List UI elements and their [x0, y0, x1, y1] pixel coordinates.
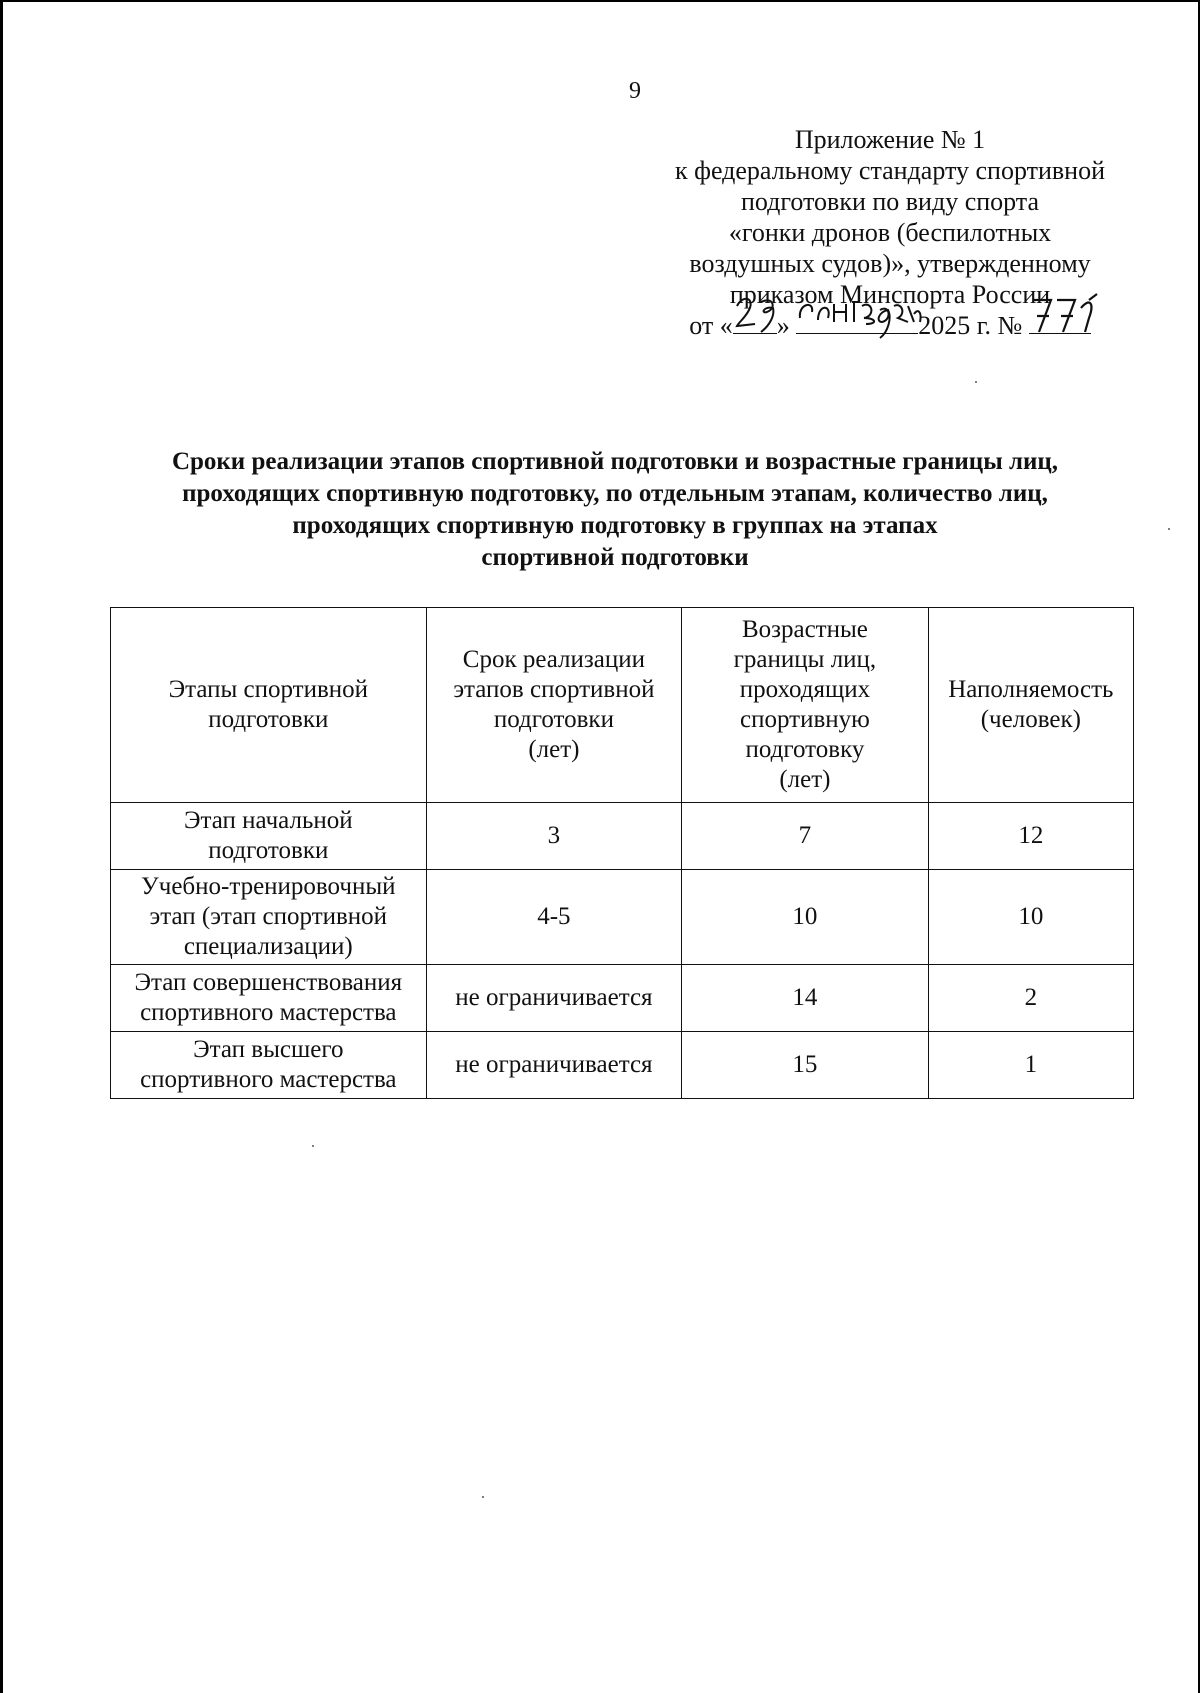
- title-line: спортивной подготовки: [481, 544, 749, 571]
- title-line: Сроки реализации этапов спортивной подготовки и возрастные границы лиц,: [171, 448, 1059, 475]
- scan-speck: [312, 1145, 314, 1147]
- appendix-header: [630, 124, 1150, 341]
- cell-stage: Этап высшего спортивного мастерства: [111, 1032, 427, 1099]
- cell-term: 3: [426, 803, 682, 870]
- date-prefix: от «: [689, 311, 733, 340]
- table-row: [111, 870, 1134, 965]
- appendix-line: приказом Минспорта России: [729, 280, 1051, 309]
- date-mid: »: [776, 311, 790, 340]
- title-line: проходящих спортивную подготовку, по отдельным этапам, количество лиц,: [182, 480, 1048, 507]
- scan-speck: [1168, 528, 1170, 530]
- page-number: 9: [629, 78, 641, 104]
- cell-occupancy: 2: [928, 965, 1133, 1032]
- appendix-line: воздушных судов)», утвержденному: [689, 249, 1091, 278]
- cell-term: 4-5: [426, 870, 682, 965]
- scan-edge: [0, 0, 3, 1693]
- cell-occupancy: 1: [928, 1032, 1133, 1099]
- scan-speck: [482, 1496, 484, 1498]
- table-header-row: [111, 608, 1134, 803]
- column-header-age: Возрастные границы лиц, проходящих спортивную подготовку (лет): [682, 608, 928, 803]
- cell-occupancy: 10: [928, 870, 1133, 965]
- appendix-line: подготовки по виду спорта: [740, 187, 1040, 216]
- table-row: [111, 803, 1134, 870]
- column-header-occupancy: Наполняемость (человек): [928, 608, 1133, 803]
- appendix-line: «гонки дронов (беспилотных: [728, 218, 1052, 247]
- date-year: 2025 г. №: [918, 311, 1023, 340]
- cell-age: 14: [682, 965, 928, 1032]
- cell-occupancy: 12: [928, 803, 1133, 870]
- stages-table: [110, 607, 1134, 1099]
- appendix-line: к федеральному стандарту спортивной: [674, 156, 1106, 185]
- approval-date-line: [630, 310, 1150, 341]
- handwritten-month: [796, 310, 918, 341]
- handwritten-day: [733, 310, 777, 341]
- column-header-stage: Этапы спортивной подготовки: [111, 608, 427, 803]
- document-title: [100, 446, 1130, 574]
- appendix-line: Приложение № 1: [794, 125, 986, 154]
- handwritten-order-number: [1029, 310, 1091, 341]
- cell-term: не ограничивается: [426, 1032, 682, 1099]
- cell-age: 15: [682, 1032, 928, 1099]
- cell-stage: Этап начальной подготовки: [111, 803, 427, 870]
- scan-speck: [975, 381, 977, 383]
- column-header-term: Срок реализации этапов спортивной подготовки (лет): [426, 608, 682, 803]
- cell-term: не ограничивается: [426, 965, 682, 1032]
- table-row: [111, 965, 1134, 1032]
- cell-stage: Учебно-тренировочный этап (этап спортивной специализации): [111, 870, 427, 965]
- cell-age: 10: [682, 870, 928, 965]
- cell-stage: Этап совершенствования спортивного мастерства: [111, 965, 427, 1032]
- cell-age: 7: [682, 803, 928, 870]
- table-row: [111, 1032, 1134, 1099]
- title-line: проходящих спортивную подготовку в группах на этапах: [292, 512, 938, 539]
- scan-edge: [0, 0, 1200, 2]
